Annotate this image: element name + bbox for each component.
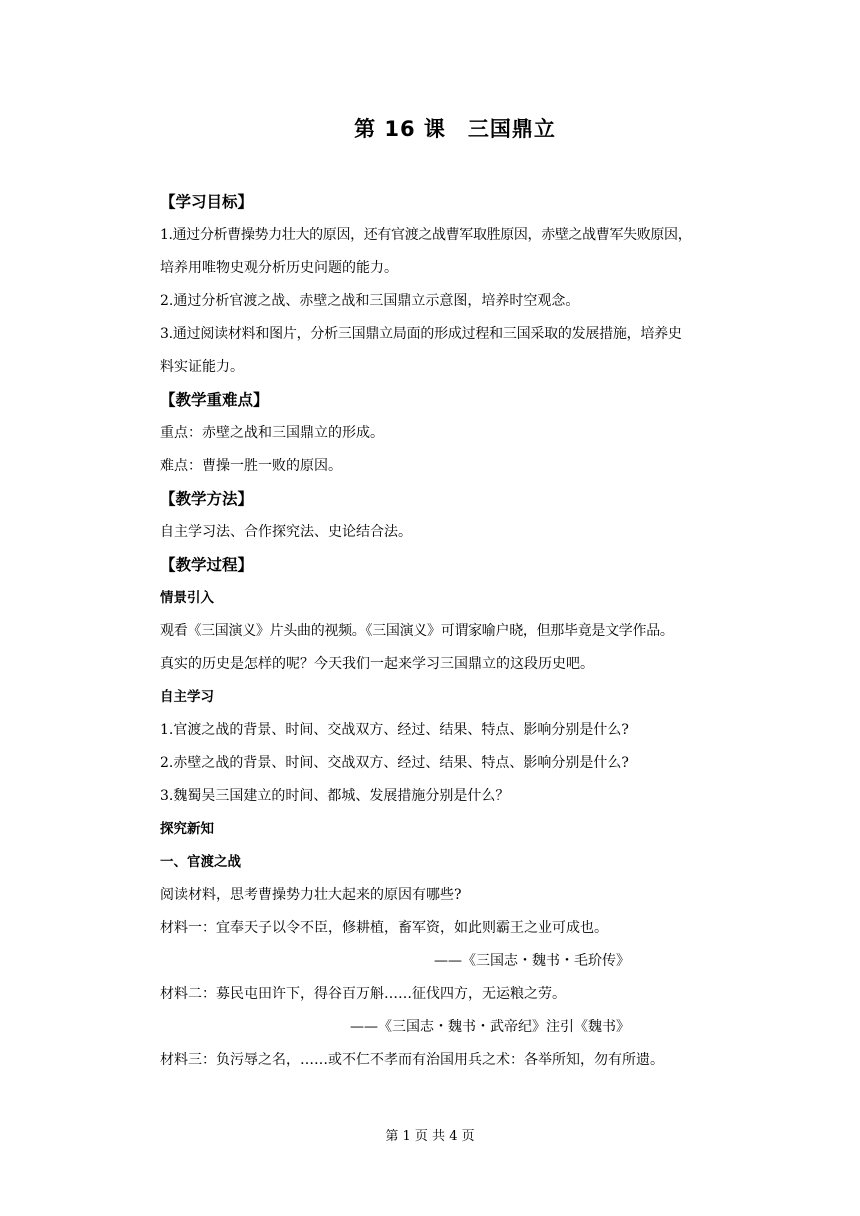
goal-3-line-2: 料实证能力。: [160, 359, 244, 375]
subheading-explore: 探究新知: [160, 821, 214, 837]
goal-1-line-2: 培养用唯物史观分析历史问题的能力。: [160, 260, 398, 276]
page-title: 第 16 课 三国鼎立: [354, 117, 556, 141]
material-1: 材料一：宜奉天子以令不臣，修耕植，畜军资，如此则霸王之业可成也。: [160, 920, 608, 936]
reading-prompt: 阅读材料，思考曹操势力壮大起来的原因有哪些?: [160, 887, 462, 903]
material-1-source: ——《三国志・魏书・毛玠传》: [434, 953, 630, 969]
self-question-1: 1.官渡之战的背景、时间、交战双方、经过、结果、特点、影响分别是什么?: [160, 722, 629, 738]
material-2-source: ——《三国志・魏书・武帝纪》注引《魏书》: [350, 1019, 630, 1035]
document-body: [160, 186, 740, 1077]
material-2: 材料二：募民屯田许下，得谷百万斛……征伐四方，无运粮之劳。: [160, 986, 566, 1002]
self-question-3: 3.魏蜀吴三国建立的时间、都城、发展措施分别是什么？: [160, 788, 510, 804]
goal-1-line-1: 1.通过分析曹操势力壮大的原因，还有官渡之战曹军取胜原因，赤壁之战曹军失败原因，: [160, 227, 692, 243]
section-heading-key-points: 【教学重难点】: [160, 391, 269, 409]
subheading-guandu: 一、官渡之战: [160, 854, 241, 870]
self-question-2: 2.赤壁之战的背景、时间、交战双方、经过、结果、特点、影响分别是什么?: [160, 755, 629, 771]
subheading-self-study: 自主学习: [160, 689, 214, 705]
material-3: 材料三：负污辱之名，……或不仁不孝而有治国用兵之术：各举所知，勿有所遗。: [160, 1052, 664, 1068]
difficult-point: 难点：曹操一胜一败的原因。: [160, 458, 342, 474]
section-heading-process: 【教学过程】: [160, 556, 254, 574]
goal-2: 2.通过分析官渡之战、赤壁之战和三国鼎立示意图，培养时空观念。: [160, 293, 580, 309]
page-footer: 第 1 页 共 4 页: [385, 1129, 475, 1144]
method-text: 自主学习法、合作探究法、史论结合法。: [160, 524, 412, 540]
intro-line-1: 观看《三国演义》片头曲的视频。《三国演义》可谓家喻户晓，但那毕竟是文学作品。: [160, 623, 674, 639]
section-heading-methods: 【教学方法】: [160, 490, 254, 508]
subheading-intro: 情景引入: [160, 590, 214, 606]
goal-3-line-1: 3.通过阅读材料和图片，分析三国鼎立局面的形成过程和三国采取的发展措施，培养史: [160, 326, 682, 342]
section-heading-goals: 【学习目标】: [160, 193, 254, 211]
key-point: 重点：赤壁之战和三国鼎立的形成。: [160, 425, 384, 441]
intro-line-2: 真实的历史是怎样的呢？今天我们一起来学习三国鼎立的这段历史吧。: [160, 656, 594, 672]
